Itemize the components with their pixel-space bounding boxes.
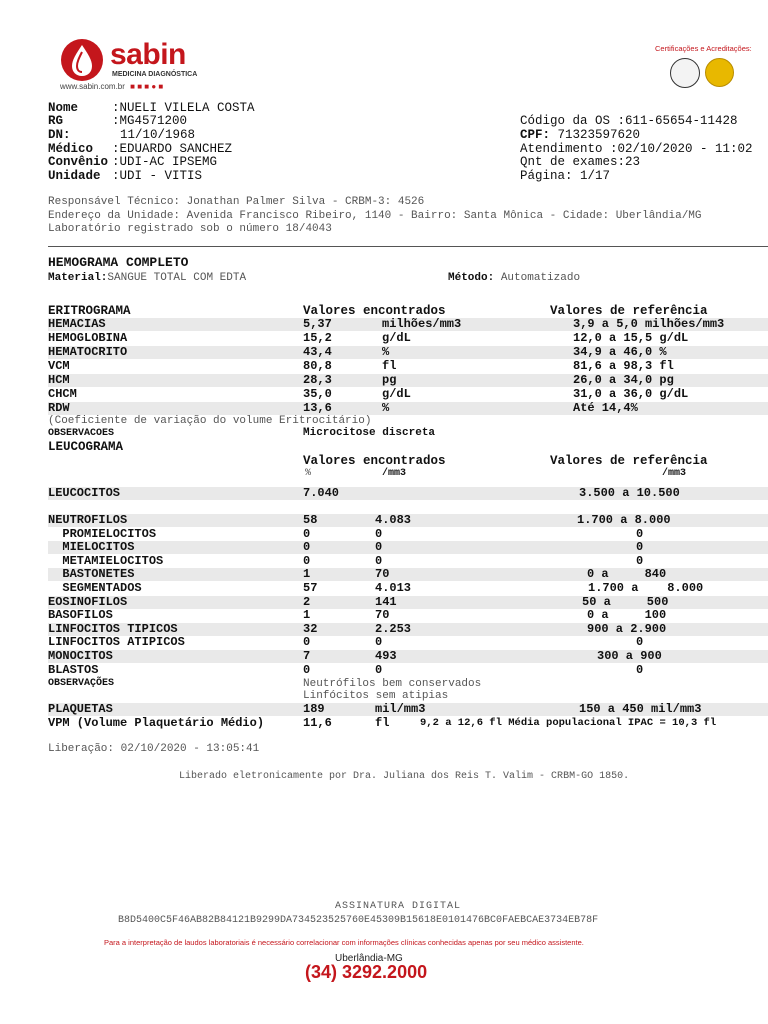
test-absolute: 0 (375, 526, 383, 541)
test-name: HCM (48, 373, 70, 387)
test-absolute: 2.253 (375, 621, 412, 636)
table-row (48, 609, 768, 622)
test-name: LINFOCITOS ATIPICOS (48, 635, 185, 650)
material-value: SANGUE TOTAL COM EDTA (107, 272, 247, 284)
attendance-date: Atendimento :02/10/2020 - 11:02 (520, 142, 753, 156)
patient-rg: :MG4571200 (112, 114, 188, 128)
doctor-name: :EDUARDO SANCHEZ (112, 142, 233, 156)
found-header: Valores encontrados (303, 304, 446, 318)
cpf-value: 71323597620 (557, 128, 641, 142)
leuco-observations-label: OBSERVAÇÕES (48, 678, 115, 689)
test-name: METAMIELOCITOS (48, 553, 164, 568)
test-name: LINFOCITOS TIPICOS (48, 621, 178, 636)
test-absolute: 4.013 (375, 581, 412, 595)
test-unit: g/dL (382, 387, 411, 401)
test-name: BASTONETES (48, 567, 135, 582)
insurance-value: :UDI-AC IPSEMG (112, 155, 218, 169)
patient-dn: 11/10/1968 (120, 128, 196, 142)
test-reference: 300 a 900 (597, 649, 662, 663)
test-name: RDW (48, 401, 70, 415)
mm3-header: /mm3 (382, 468, 407, 479)
test-percent: 0 (303, 662, 311, 677)
table-row (48, 582, 768, 595)
table-row (48, 360, 768, 373)
leuco-observation-2: Linfócitos sem atipias (303, 690, 449, 702)
footer-phone[interactable]: (34) 3292.2000 (305, 962, 428, 982)
test-value: 11,6 (303, 716, 332, 730)
test-value: 5,37 (303, 317, 332, 331)
lab-registration: Laboratório registrado sob o número 18/4043 (48, 223, 332, 235)
exam-title: HEMOGRAMA COMPLETO (48, 255, 189, 270)
test-value: 189 (303, 702, 325, 716)
test-percent: 32 (303, 621, 318, 636)
test-percent: 57 (303, 581, 318, 595)
leucograma-title: LEUCOGRAMA (48, 440, 124, 454)
test-reference: 50 a 500 (582, 594, 669, 609)
test-reference: 0 (636, 540, 644, 555)
test-percent: 1 (303, 608, 311, 623)
test-name: BASOFILOS (48, 608, 113, 623)
test-reference: 3,9 a 5,0 milhões/mm3 (573, 317, 725, 331)
method-value: Automatizado (500, 272, 581, 284)
test-reference: 9,2 a 12,6 fl Média populacional IPAC = 10,3 fl (420, 717, 717, 729)
name-label: Nome (48, 101, 79, 115)
test-reference: 26,0 a 34,0 pg (573, 373, 674, 387)
test-reference: 150 a 450 mil/mm3 (579, 702, 702, 716)
test-absolute: 70 (375, 608, 390, 623)
test-name: VPM (Volume Plaquetário Médio) (48, 716, 265, 730)
released-by: Liberado eletronicamente por Dra. Juliana dos Reis T. Valim - CRBM-GO 1850. (179, 771, 630, 782)
leuco-observation-1: Neutrófilos bem conservados (303, 678, 482, 690)
test-reference: 1.700 a 8.000 (588, 581, 704, 595)
insurance-label: Convênio (48, 155, 109, 169)
test-value: 80,8 (303, 359, 332, 373)
test-name: BLASTOS (48, 662, 99, 677)
test-percent: 1 (303, 567, 311, 582)
test-unit: mil/mm3 (375, 702, 426, 716)
test-name: LEUCOCITOS (48, 486, 121, 500)
test-percent: 0 (303, 540, 311, 555)
test-reference: 12,0 a 15,5 g/dL (573, 331, 689, 345)
test-absolute: 0 (375, 635, 383, 650)
cap-seal-icon (705, 58, 734, 87)
unit-address: Endereço da Unidade: Avenida Francisco Ribeiro, 1140 - Bairro: Santa Mônica - Cidade: Uberlândia/MG (48, 210, 702, 222)
test-value: 15,2 (303, 331, 332, 345)
test-value: 13,6 (303, 401, 332, 415)
table-row (48, 636, 768, 649)
test-reference: 0 a 100 (587, 608, 667, 623)
material-label: Material: (48, 272, 108, 284)
test-absolute: 0 (375, 540, 383, 555)
test-value: 43,4 (303, 345, 332, 359)
test-name: EOSINOFILOS (48, 594, 128, 609)
brand-name: sabin (110, 38, 186, 71)
patient-name: :NUELI VILELA COSTA (112, 101, 255, 115)
observations-value: Microcitose discreta (303, 427, 436, 439)
test-value: 35,0 (303, 387, 332, 401)
test-absolute: 4.083 (375, 513, 412, 527)
test-percent: 2 (303, 594, 311, 609)
test-name: VCM (48, 359, 70, 373)
dn-label: DN: (48, 128, 71, 142)
test-name: HEMOGLOBINA (48, 331, 128, 345)
signature-hash: B8D5400C5F46AB82B84121B9299DA734523525760E45309B15618E0101476BC0FAEBCAE3734EB78F (118, 915, 599, 926)
test-reference: 0 (636, 662, 644, 677)
observations-label: OBSERVACOES (48, 428, 115, 439)
test-name: PROMIELOCITOS (48, 526, 157, 541)
cpf-label: CPF: (520, 128, 551, 142)
test-reference: 34,9 a 46,0 % (573, 345, 667, 359)
test-name: HEMATOCRITO (48, 345, 128, 359)
test-name: MIELOCITOS (48, 540, 135, 555)
test-reference: 3.500 a 10.500 (579, 486, 680, 500)
table-row (48, 623, 768, 636)
test-reference: 81,6 a 98,3 fl (573, 359, 674, 373)
ref-mm3-header: /mm3 (662, 468, 687, 479)
table-row (48, 487, 768, 500)
test-name: MONOCITOS (48, 649, 113, 663)
table-row (48, 555, 768, 568)
test-reference: 0 (636, 635, 644, 650)
test-reference: 900 a 2.900 (587, 621, 667, 636)
table-row (48, 388, 768, 401)
test-value: 7.040 (303, 486, 340, 500)
brand-subtitle: MEDICINA DIAGNÓSTICA (112, 71, 198, 78)
test-unit: fl (375, 716, 390, 730)
certifications-label: Certificações e Acreditações: (655, 44, 752, 53)
percent-header: % (305, 468, 312, 479)
reference-header: Valores de referência (550, 304, 708, 318)
doctor-label: Médico (48, 142, 94, 156)
rdw-note: (Coeficiente de variação do volume Eritrocitário) (48, 415, 372, 427)
test-name: SEGMENTADOS (48, 581, 142, 595)
test-reference: 0 (636, 526, 644, 541)
order-code: Código da OS :611-65654-11428 (520, 114, 738, 128)
page-number: Página: 1/17 (520, 169, 611, 183)
test-percent: 7 (303, 649, 311, 663)
table-row (48, 346, 768, 359)
leuco-reference-header: Valores de referência (550, 454, 708, 468)
test-reference: 31,0 a 36,0 g/dL (573, 387, 689, 401)
test-absolute: 70 (375, 567, 390, 582)
section-title: ERITROGRAMA (48, 304, 131, 318)
test-unit: fl (382, 359, 397, 373)
test-name: NEUTROFILOS (48, 513, 128, 527)
table-row (48, 568, 768, 581)
test-absolute: 141 (375, 594, 397, 609)
footer-note: Para a interpretação de laudos laboratoriais é necessário correlacionar com informações clínicas conhecidas apenas por seu médico assistente. (104, 938, 584, 947)
table-row (48, 664, 768, 677)
unit-value: :UDI - VITIS (112, 169, 203, 183)
table-row (48, 332, 768, 345)
test-percent: 58 (303, 513, 318, 527)
table-row (48, 596, 768, 609)
table-row (48, 374, 768, 387)
table-row (48, 528, 768, 541)
test-absolute: 0 (375, 553, 383, 568)
release-date: Liberação: 02/10/2020 - 13:05:41 (48, 743, 260, 755)
test-name: CHCM (48, 387, 77, 401)
test-unit: g/dL (382, 331, 411, 345)
accreditation-seal-icon (670, 58, 700, 88)
test-absolute: 0 (375, 662, 383, 677)
method-label: Método: (448, 272, 495, 284)
test-percent: 0 (303, 526, 311, 541)
table-row (48, 514, 768, 527)
test-unit: % (382, 345, 390, 359)
social-icons: ■ ■ ■ ● ■ (130, 82, 164, 91)
test-percent: 0 (303, 635, 311, 650)
table-row (48, 402, 768, 415)
test-name: HEMACIAS (48, 317, 106, 331)
test-absolute: 493 (375, 649, 397, 663)
table-row (48, 318, 768, 331)
exam-count: Qnt de exames:23 (520, 155, 641, 169)
test-unit: pg (382, 373, 397, 387)
test-name: PLAQUETAS (48, 702, 113, 716)
footer-city: Uberlândia-MG (335, 953, 403, 964)
technical-responsible: Responsável Técnico: Jonathan Palmer Silva - CRBM-3: 4526 (48, 196, 425, 208)
unit-label: Unidade (48, 169, 101, 183)
rg-label: RG (48, 114, 64, 128)
test-reference: 0 (636, 553, 644, 568)
test-reference: Até 14,4% (573, 401, 638, 415)
leuco-found-header: Valores encontrados (303, 454, 446, 468)
test-reference: 0 a 840 (587, 567, 667, 582)
test-percent: 0 (303, 553, 311, 568)
table-row (48, 650, 768, 663)
table-row (48, 703, 768, 716)
site-url[interactable]: www.sabin.com.br ■ ■ ■ ● ■ (60, 82, 164, 91)
test-value: 28,3 (303, 373, 332, 387)
table-row (48, 717, 768, 730)
table-row (48, 541, 768, 554)
test-unit: milhões/mm3 (382, 317, 462, 331)
test-reference: 1.700 a 8.000 (577, 513, 671, 527)
test-unit: % (382, 401, 390, 415)
divider (48, 246, 768, 247)
signature-label: ASSINATURA DIGITAL (335, 901, 462, 912)
